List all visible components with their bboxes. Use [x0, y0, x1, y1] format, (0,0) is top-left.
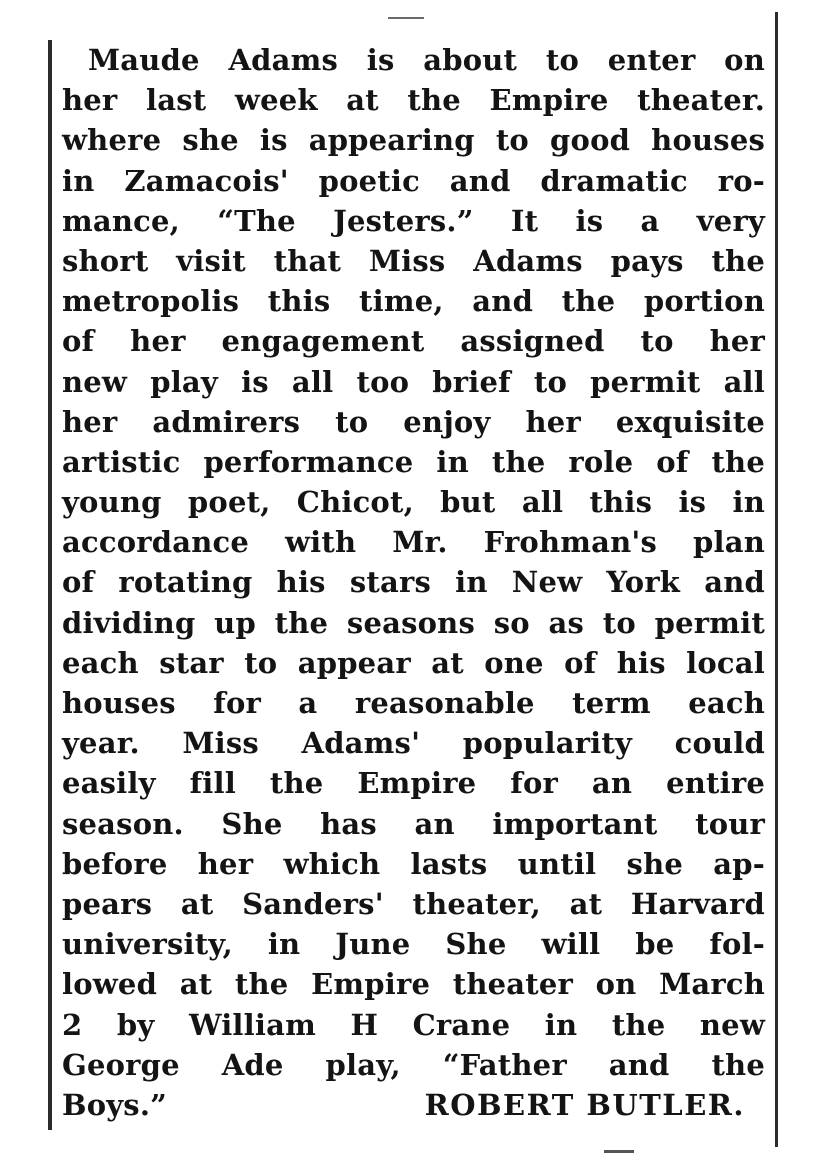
- article-line: young poet, Chicot, but all this is in: [62, 485, 765, 520]
- article-line: lowed at the Empire theater on March: [62, 967, 765, 1002]
- article-line: season. She has an important tour: [62, 806, 765, 841]
- author-byline: ROBERT BUTLER.: [424, 1087, 745, 1122]
- article-line: easily fill the Empire for an entire: [62, 766, 765, 801]
- article-line: of her engagement assigned to her: [62, 324, 765, 359]
- article-line: before her which lasts until she ap-: [62, 846, 765, 881]
- article-line: pears at Sanders' theater, at Harvard: [62, 886, 765, 921]
- article-line: in Zamacois' poetic and dramatic ro-: [62, 163, 765, 198]
- article-line: new play is all too brief to permit all: [62, 364, 765, 399]
- article-line: Maude Adams is about to enter on: [88, 43, 765, 77]
- article-line: dividing up the seasons so as to permit: [62, 605, 765, 640]
- newspaper-article: [62, 40, 765, 1125]
- article-line: metropolis this time, and the portion: [62, 284, 765, 319]
- column-bottom-mark: [604, 1150, 634, 1153]
- article-line: year. Miss Adams' popularity could: [62, 726, 765, 761]
- article-closing-text: Boys.”: [62, 1087, 168, 1122]
- article-line: accordance with Mr. Frohman's plan: [62, 525, 765, 560]
- column-top-rule: [388, 17, 424, 19]
- article-line: houses for a reasonable term each: [62, 686, 765, 720]
- article-line: her last week at the Empire theater.: [62, 83, 765, 118]
- article-line: George Ade play, “Father and the: [62, 1047, 765, 1082]
- article-closing-line: [62, 1085, 765, 1125]
- article-line: her admirers to enjoy her exquisite: [62, 404, 765, 439]
- article-line: where she is appearing to good houses: [62, 123, 765, 158]
- article-line: short visit that Miss Adams pays the: [62, 243, 765, 278]
- article-line: mance, “The Jesters.” It is a very: [62, 203, 765, 238]
- article-line: of rotating his stars in New York and: [62, 565, 765, 600]
- article-line: university, in June She will be fol-: [62, 927, 765, 962]
- column-left-rule: [48, 40, 52, 1130]
- article-line: 2 by William H Crane in the new: [62, 1007, 765, 1042]
- column-right-rule: [775, 12, 778, 1147]
- article-line: each star to appear at one of his local: [62, 645, 765, 680]
- article-line: artistic performance in the role of the: [62, 444, 765, 479]
